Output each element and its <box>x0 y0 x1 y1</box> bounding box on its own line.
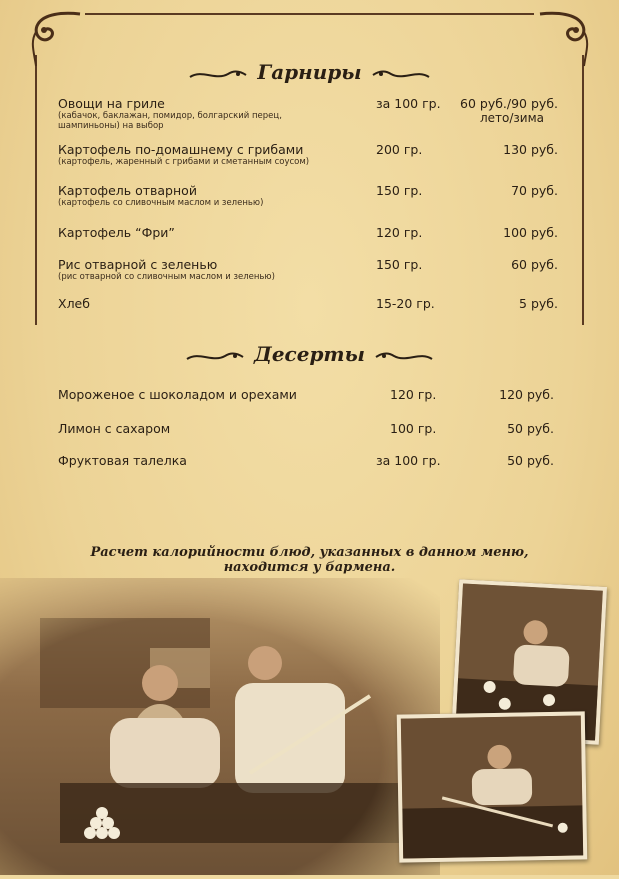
corner-ornament-right-icon <box>538 8 598 68</box>
item-name: Рис отварной с зеленью <box>58 257 218 272</box>
item-weight: 150 гр. <box>376 183 423 198</box>
item-name: Картофель отварной <box>58 183 197 198</box>
note-line-2: находится у бармена. <box>223 560 396 575</box>
frame-right-line <box>582 55 584 325</box>
item-price: 130 руб. <box>503 142 558 157</box>
item-name: Картофель по-домашнему с грибами <box>58 142 304 157</box>
item-name: Картофель “Фри” <box>58 225 175 240</box>
item-description: (картофель, жаренный с грибами и сметанным соусом) <box>58 157 310 167</box>
item-price: 120 руб. <box>499 387 554 402</box>
item-weight: 100 гр. <box>390 421 437 436</box>
item-name: Фруктовая талелка <box>58 453 187 468</box>
item-weight: 15-20 гр. <box>376 296 435 311</box>
frame-top-line <box>85 13 534 15</box>
photo-collage <box>0 578 619 875</box>
flourish-left-icon <box>185 347 247 365</box>
item-name: Хлеб <box>58 296 90 311</box>
frame-left-line <box>35 55 37 325</box>
flourish-right-icon <box>372 347 434 365</box>
dessert-title-text: Десерты <box>254 342 365 366</box>
calorie-note <box>0 545 619 575</box>
billiards-photo-main <box>0 578 440 875</box>
item-price: 70 руб. <box>511 183 558 198</box>
item-price: 60 руб./90 руб. <box>460 96 558 111</box>
item-price: 5 руб. <box>519 296 558 311</box>
item-price: 50 руб. <box>507 421 554 436</box>
item-price: 50 руб. <box>507 453 554 468</box>
flourish-left-icon <box>188 65 250 83</box>
item-weight: 120 гр. <box>376 225 423 240</box>
item-weight: 150 гр. <box>376 257 423 272</box>
dessert-section-title <box>0 342 619 366</box>
item-weight: за 100 гр. <box>376 96 441 111</box>
item-name: Овощи на гриле <box>58 96 165 111</box>
player-aiming-icon <box>401 715 583 858</box>
item-price: 100 руб. <box>503 225 558 240</box>
item-description: (рис отварной со сливочным маслом и зеленью) <box>58 272 275 282</box>
item-price: 60 руб. <box>511 257 558 272</box>
item-weight: 120 гр. <box>390 387 437 402</box>
corner-ornament-left-icon <box>22 8 82 68</box>
garnish-section-title <box>0 60 619 84</box>
billiards-photo-small-bottom <box>397 711 588 862</box>
item-weight: за 100 гр. <box>376 453 441 468</box>
item-price-season: лето/зима <box>479 111 544 125</box>
item-name: Лимон с сахаром <box>58 421 171 436</box>
billiards-scene-icon <box>0 578 440 875</box>
flourish-right-icon <box>369 65 431 83</box>
item-description-line2: шампиньоны) на выбор <box>58 121 164 131</box>
item-description: (кабачок, баклажан, помидор, болгарский перец, <box>58 111 282 121</box>
item-name: Мороженое с шоколадом и орехами <box>58 387 297 402</box>
item-weight: 200 гр. <box>376 142 423 157</box>
note-line-1: Расчет калорийности блюд, указанных в данном меню, <box>90 545 529 560</box>
item-description: (картофель со сливочным маслом и зеленью) <box>58 198 264 208</box>
garnish-title-text: Гарниры <box>257 60 362 84</box>
